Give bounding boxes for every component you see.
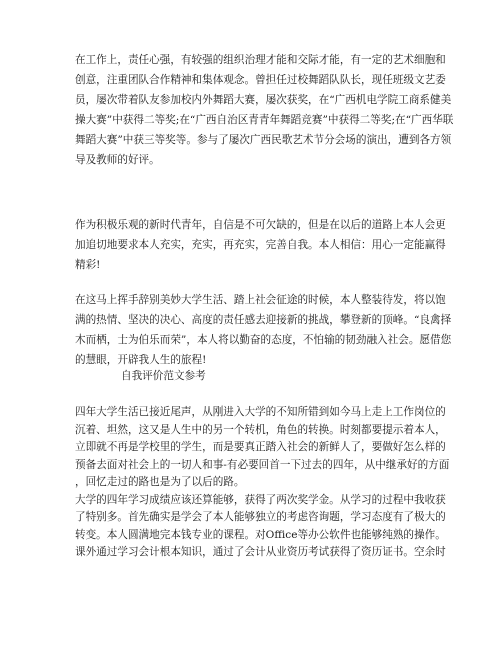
text-line: 立即就不再是学校里的学生，而是要真正踏入社会的新鲜人了，要做好怎么样的 [75,441,446,453]
paragraph-farewell [75,290,452,370]
text-line: ，回忆走过的路也是为了以后的路。 [75,476,245,488]
text-line: 沉着、坦然，这又是人生中的另一个转机，角色的转换。时刻都要提示着本人， [75,423,446,436]
text-line: 精彩! [75,259,101,271]
text-line: 作为积极乐观的新时代青年，自信是不可欠缺的，但是在以后的道路上本人会更 [75,219,446,231]
text-line: 员，屡次带着队友参加校内外舞蹈大赛，屡次获奖，在“广西机电学院工商系健美 [75,94,452,106]
paragraph-confidence [75,215,446,275]
paragraph-work [75,50,454,170]
section-heading: 自我评价范文参考 [121,370,206,382]
text-line: 创意，注重团队合作精神和集体观念。曾担任过校舞蹈队队长，现任班级文艺委 [75,74,446,86]
text-line: 加追切地要求本人充实，充实，再充实，完善自我。本人相信：用心一定能赢得 [75,239,446,251]
text-line: 在工作上，责任心强，有较强的组织治理才能和交际才能，有一定的艺术细胞和 [75,54,446,66]
text-line: 了特别多。首先确实是学会了本人能够独立的考虑咨询题，学习态度有了极大的 [75,511,446,523]
text-line: 的慧眼，开辟我人生的旅程! [75,354,207,366]
text-line: 导及教师的好评。 [75,154,160,166]
text-line: 课外通过学习会计根本知识，通过了会计从业资历考试获得了资历证书。空余时 [75,546,446,558]
text-line: 转变。本人圆满地完本钱专业的课程。对Office等办公软件也能够纯熟的操作。 [75,528,446,541]
text-line: 在这马上挥手辞别美妙大学生活、踏上社会征途的时候，本人整装待发，将以饱 [75,294,446,306]
text-line: 大学的四年学习成绩应该还算能够，获得了两次奖学金。从学习的过程中我收获 [75,493,446,506]
text-line: 木而栖，士为伯乐而荣”，本人将以勤奋的态度，不怕输的韧劲融入社会。愿借您 [75,334,452,346]
text-line: 舞蹈大赛”中获三等奖等。参与了屡次广西民歌艺术节分会场的演出，遭到各方领 [75,134,452,146]
paragraph-self-evaluation [75,404,450,562]
text-line: 满的热情、坚决的决心、高度的责任感去迎接新的挑战，攀登新的顶峰。“良禽择 [75,314,452,326]
text-line: 四年大学生活已接近尾声，从刚进入大学的不知所错到如今马上走上工作岗位的 [75,406,446,418]
text-line: 操大赛”中获得二等奖;在“广西自治区青青年舞蹈竞赛”中获得二等奖;在“广西华联 [75,114,454,126]
text-line: 预备去面对社会上的一切人和事-有必要回首一下过去的四年，从中继承好的方面 [75,458,450,471]
